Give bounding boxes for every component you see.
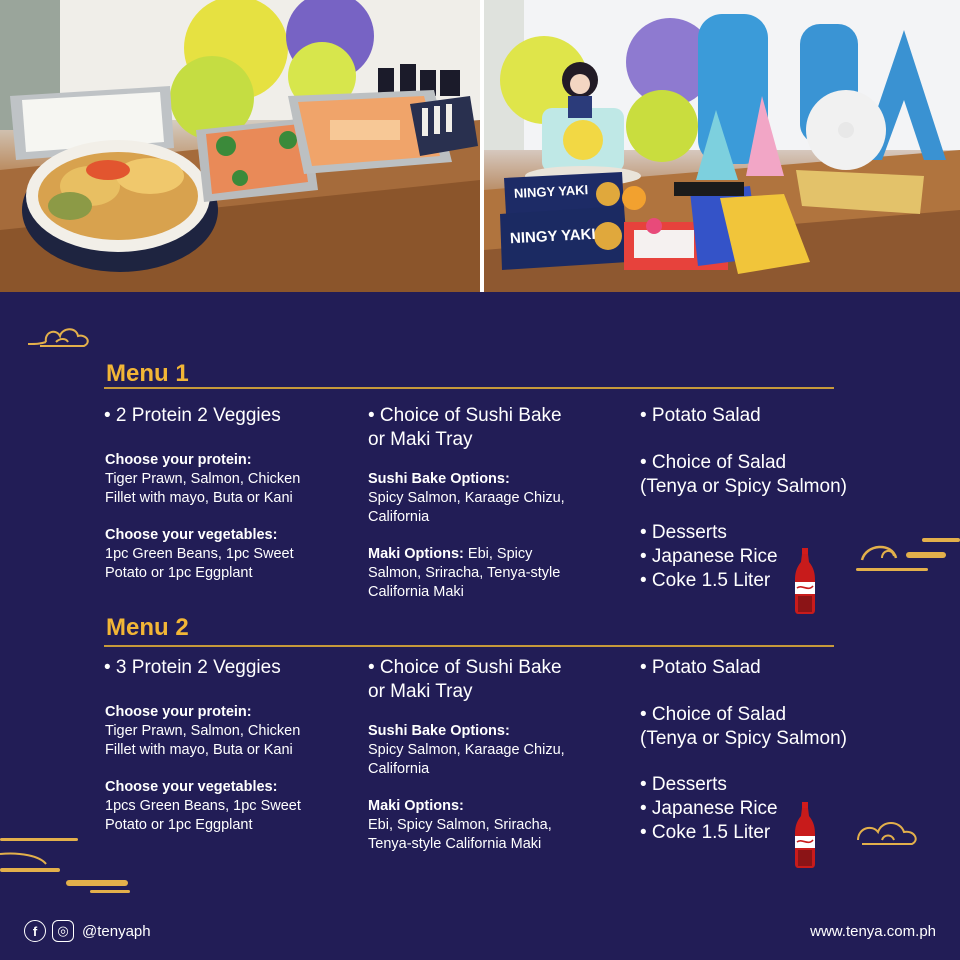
facebook-icon[interactable]: f (24, 920, 46, 942)
menu-2-salad-line-2: (Tenya or Spicy Salmon) (640, 728, 847, 749)
photo-food-spread (0, 0, 480, 292)
coke-bottle-icon (794, 802, 816, 868)
menu-2-rice: • Japanese Rice (640, 798, 778, 819)
menu-2-desserts: • Desserts (640, 774, 727, 795)
menu-2-maki-options (368, 816, 552, 854)
menu-1-potato-salad: • Potato Salad (640, 405, 761, 426)
box-label-bottom: NINGY YAKI (509, 225, 596, 248)
menu-2-protein-options (105, 722, 300, 760)
menu-2-sushi-choice-line-2: or Maki Tray (368, 681, 473, 702)
menu-1-sushi-bake-options (368, 489, 565, 527)
menu-1-extras (640, 521, 778, 593)
menu-2-protein-heading: Choose your protein: (105, 704, 252, 720)
menu-2-title: Menu 2 (106, 614, 189, 641)
menu-1-vegetable-heading: Choose your vegetables: (105, 527, 278, 543)
menu-1-salad-line-2: (Tenya or Spicy Salmon) (640, 476, 847, 497)
menu-2-sushi-line-1: Spicy Salmon, Karaage Chizu, (368, 742, 565, 758)
menu-1-protein-line-2: Fillet with mayo, Buta or Kani (105, 490, 293, 506)
menu-2-sushi-choice-line-1: • Choice of Sushi Bake (368, 657, 562, 678)
menu-2-protein-line-2: Fillet with mayo, Buta or Kani (105, 742, 293, 758)
menu-1-protein-count: • 2 Protein 2 Veggies (104, 405, 281, 426)
menu-2-maki-line-1: Ebi, Spicy Salmon, Sriracha, (368, 817, 552, 833)
menu-1-desserts: • Desserts (640, 522, 727, 543)
menu-2-maki-line-2: Tenya-style California Maki (368, 836, 542, 852)
social-links (24, 920, 151, 942)
menu-1-maki-line-1: Ebi, Spicy (463, 546, 533, 562)
menu-2-sushi-bake-heading: Sushi Bake Options: (368, 723, 510, 739)
menu-1-salad-choice (640, 451, 847, 499)
menu-1-sushi-bake-heading: Sushi Bake Options: (368, 471, 510, 487)
box-label-top: NINGY YAKI (513, 182, 589, 201)
menu-2-extras (640, 773, 778, 845)
menu-1-maki-heading: Maki Options: (368, 546, 464, 562)
coke-bottle-icon (794, 548, 816, 614)
website-link[interactable]: www.tenya.com.ph (810, 923, 936, 940)
menu-1-veg-line-1: 1pc Green Beans, 1pc Sweet (105, 546, 294, 562)
photo-party-table (484, 0, 960, 292)
menu-2-salad-line-1: • Choice of Salad (640, 704, 787, 725)
cloud-icon (854, 816, 920, 850)
social-handle[interactable]: @tenyaph (82, 922, 151, 940)
menu-1-veg-line-2: Potato or 1pc Eggplant (105, 565, 253, 581)
cloud-icon (852, 532, 960, 576)
menu-1-protein-options (105, 470, 300, 508)
cloud-icon (26, 322, 94, 354)
menu-2-sushi-bake-options (368, 741, 565, 779)
instagram-icon[interactable]: ◎ (52, 920, 74, 942)
header-photos (0, 0, 960, 292)
menu-1-maki-line-3: California Maki (368, 584, 464, 600)
menu-1-sushi-line-2: California (368, 509, 430, 525)
menu-1-rice: • Japanese Rice (640, 546, 778, 567)
menu-1-coke: • Coke 1.5 Liter (640, 570, 771, 591)
menu-1-protein-heading: Choose your protein: (105, 452, 252, 468)
menu-1-sushi-choice-line-1: • Choice of Sushi Bake (368, 405, 562, 426)
menu-1-salad-line-1: • Choice of Salad (640, 452, 787, 473)
menu-1-sushi-line-1: Spicy Salmon, Karaage Chizu, (368, 490, 565, 506)
menu-1-sushi-choice (368, 404, 562, 452)
menu-2-potato-salad: • Potato Salad (640, 657, 761, 678)
menu-2-protein-count: • 3 Protein 2 Veggies (104, 657, 281, 678)
menu-1-vegetable-options (105, 545, 294, 583)
menu-1-divider (104, 387, 834, 389)
menu-1-title: Menu 1 (106, 360, 189, 387)
menu-2-veg-line-2: Potato or 1pc Eggplant (105, 817, 253, 833)
menu-2-protein-line-1: Tiger Prawn, Salmon, Chicken (105, 723, 301, 739)
menu-2-sushi-choice (368, 656, 562, 704)
menu-2-vegetable-options (105, 797, 301, 835)
menu-2-veg-line-1: 1pcs Green Beans, 1pc Sweet (105, 798, 301, 814)
menu-1-maki-line-2: Salmon, Sriracha, Tenya-style (368, 565, 561, 581)
menu-2-vegetable-heading: Choose your vegetables: (105, 779, 278, 795)
menu-1-maki-options (368, 545, 560, 602)
menu-2-divider (104, 645, 834, 647)
menu-2-coke: • Coke 1.5 Liter (640, 822, 771, 843)
menu-2-maki-heading: Maki Options: (368, 798, 464, 814)
menu-2-salad-choice (640, 703, 847, 751)
cloud-icon (0, 834, 132, 896)
menu-1-protein-line-1: Tiger Prawn, Salmon, Chicken (105, 471, 301, 487)
menu-1-sushi-choice-line-2: or Maki Tray (368, 429, 473, 450)
menu-2-sushi-line-2: California (368, 761, 430, 777)
